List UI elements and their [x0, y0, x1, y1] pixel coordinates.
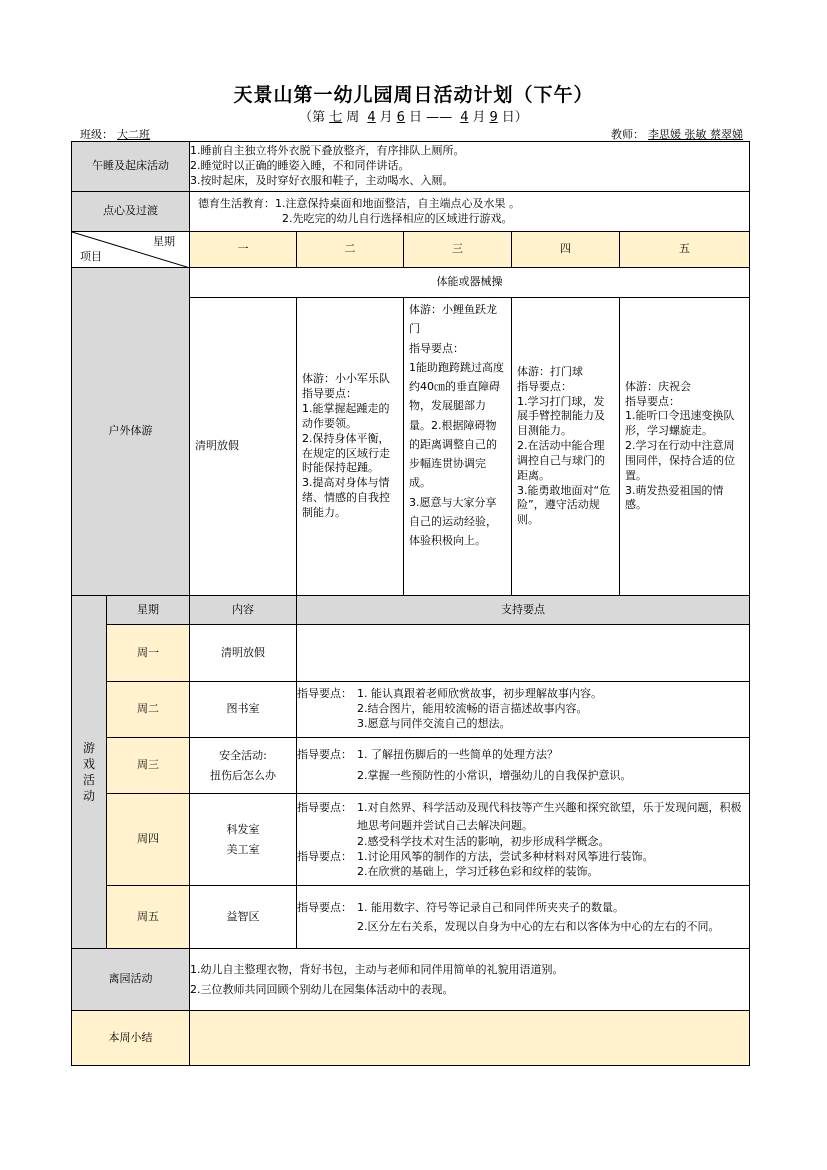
month-char-1: 月: [379, 110, 393, 125]
diagonal-header-cell: [72, 232, 190, 268]
outdoor-thu-point: 3.能勇敢地面对“危险”，遵守活动规则。: [517, 483, 611, 527]
games-point: 1.讨论用风筝的制作的方法，尝试多种材料对风筝进行装饰。: [357, 850, 654, 864]
summary-label: 本周小结: [72, 1011, 190, 1066]
weekday-header-row: [72, 232, 750, 268]
games-day: 周三: [107, 738, 190, 794]
games-point: 3.愿意与同伴交流自己的想法。: [357, 716, 511, 730]
guide-label: 指导要点：: [297, 747, 352, 761]
weekday-tue: 二: [297, 232, 404, 268]
guide-label: 指导要点：: [297, 900, 352, 914]
outdoor-wed-title: 体游：小鲤鱼跃龙门: [409, 303, 497, 336]
outdoor-fri-point: 1.能听口令迅速变换队形，学习螺旋走。: [625, 409, 735, 438]
games-content: [190, 738, 297, 794]
outdoor-thu-title: 体游：打门球: [517, 364, 583, 378]
outdoor-wed-point: 3.愿意与大家分享自己的运动经验，体验积极向上。: [409, 495, 497, 547]
outdoor-banner-row: [72, 268, 750, 298]
games-content-line: 美工室: [226, 842, 260, 856]
outdoor-fri-point: 2.学习在行动中注意周围同伴，保持合适的位置。: [625, 439, 735, 482]
outdoor-fri-guide: 指导要点：: [625, 394, 680, 408]
games-day: 周四: [107, 794, 190, 886]
games-points-empty: [297, 625, 750, 682]
games-header-row: [72, 596, 750, 625]
teacher-info: [611, 126, 747, 142]
games-content: 清明放假: [190, 625, 297, 682]
week-label: 周: [346, 110, 360, 125]
games-day: 周二: [107, 682, 190, 738]
outdoor-thu-point: 2.在活动中能合理调控自己与球门的距离。: [517, 439, 605, 482]
outdoor-tue: [297, 298, 404, 596]
guide-label: 指导要点：: [297, 687, 352, 701]
week-number: 七: [329, 110, 343, 125]
class-info: [80, 126, 178, 142]
class-label: 班级：: [80, 128, 113, 141]
leave-item: 1.幼儿自主整理衣物，背好书包，主动与老师和同伴用简单的礼貌用语道别。: [190, 962, 564, 976]
outdoor-thu-guide: 指导要点：: [517, 379, 572, 393]
page-title: 天景山第一幼儿园周日活动计划（下午）: [233, 84, 594, 106]
leave-row: [72, 949, 750, 1011]
games-row-fri: [72, 886, 750, 949]
month-char-2: 月: [472, 110, 486, 125]
from-month: 4: [367, 110, 376, 125]
leave-item: 2.三位教师共同回顾个别幼儿在园集体活动中的表现。: [190, 982, 454, 996]
weekday-mon: 一: [190, 232, 297, 268]
nap-item: 1.睡前自主独立将外衣脱下叠放整齐，有序排队上厕所。: [190, 144, 465, 158]
to-day: 9: [489, 110, 498, 125]
snack-content: [190, 192, 750, 232]
diag-item-label: 项目: [80, 250, 102, 264]
nap-item: 2.睡觉时以正确的睡姿入睡，不和同伴讲话。: [190, 159, 410, 173]
leave-content: [190, 949, 750, 1011]
guide-label: 指导要点：: [297, 801, 352, 815]
games-point: 2.区分左右关系，发现以自身为中心的左右和以客体为中心的左右的不同。: [357, 920, 720, 933]
games-points: [297, 738, 750, 794]
games-label: [72, 596, 107, 949]
games-point: 2.感受科学技术对生活的影响，初步形成科学概念。: [357, 835, 610, 849]
outdoor-tue-point: 1.能掌握起踵走的动作要领。: [302, 401, 390, 430]
games-content: [190, 794, 297, 886]
games-label-text: 游戏活动: [82, 740, 95, 804]
games-day: 周一: [107, 625, 190, 682]
games-points: [297, 794, 750, 886]
snack-row: [72, 192, 750, 232]
games-point: 1. 能用数字、符号等记录自己和同伴所夹夹子的数量。: [357, 900, 624, 914]
games-head-day: 星期: [107, 596, 190, 625]
weekday-fri: 五: [620, 232, 750, 268]
class-value: 大二班: [117, 128, 150, 141]
games-point: 2.掌握一些预防性的小常识，增强幼儿的自我保护意识。: [357, 768, 632, 782]
summary-row: [72, 1011, 750, 1066]
outdoor-tue-point: 3.提高对身体与情绪、情感的自我控制能力。: [302, 476, 390, 519]
games-point: 1. 能认真跟着老师欣赏故事，初步理解故事内容。: [357, 687, 602, 701]
outdoor-fri-point: 3.萌发热爱祖国的情感。: [625, 483, 724, 512]
outdoor-banner: 体能或器械操: [190, 268, 750, 298]
leave-label: 离园活动: [72, 949, 190, 1011]
games-head-points: 支持要点: [297, 596, 750, 625]
outdoor-thu-point: 1.学习打门球，发展手臂控制能力及目测能力。: [517, 394, 605, 438]
outdoor-wed: [404, 298, 512, 596]
guide-label: 指导要点：: [297, 850, 352, 864]
to-month: 4: [460, 110, 469, 125]
outdoor-thu: [512, 298, 620, 596]
plan-table: [71, 141, 750, 1066]
summary-content[interactable]: [190, 1011, 750, 1066]
nap-item: 3.按时起床，及时穿好衣服和鞋子，主动喝水、入厕。: [190, 173, 454, 187]
games-row-mon: [72, 625, 750, 682]
games-content-line: 安全活动:: [219, 748, 267, 762]
games-point: 2.结合图片，能用较流畅的语言描述故事内容。: [357, 702, 588, 716]
snack-line-2: 2.先吃完的幼儿自行选择相应的区域进行游戏。: [282, 211, 513, 225]
diag-week-label: 星期: [153, 235, 175, 248]
games-row-wed: [72, 738, 750, 794]
games-content: 图书室: [190, 682, 297, 738]
nap-content: [190, 142, 750, 192]
outdoor-tue-point: 2.保持身体平衡，在规定的区域行走时能保持起踵。: [302, 431, 390, 475]
teacher-label: 教师：: [611, 128, 644, 141]
outdoor-mon: 清明放假: [190, 298, 297, 596]
week-prefix: （第: [299, 110, 326, 125]
games-point: 1.对自然界、科学活动及现代科技等产生兴趣和探究欲望，乐于发现问题，积极地思考问题并尝试自己去解决问题。: [357, 801, 742, 833]
outdoor-fri-title: 体游：庆祝会: [625, 379, 691, 393]
games-point: 1. 了解扭伤脚后的一些简单的处理方法？: [357, 747, 558, 761]
day-char-2: 日）: [501, 110, 528, 125]
nap-label: 午睡及起床活动: [72, 142, 190, 192]
games-row-thu: [72, 794, 750, 886]
date-range: [0, 106, 827, 125]
outdoor-fri: [620, 298, 750, 596]
games-content-line: 科发室: [226, 822, 260, 836]
games-points: [297, 886, 750, 949]
teacher-value: 李思媛 张敏 蔡翠娣: [648, 128, 743, 141]
nap-row: [72, 142, 750, 192]
outdoor-tue-guide: 指导要点：: [302, 387, 357, 401]
snack-line-1: 德育生活教育：1.注意保持桌面和地面整洁，自主端点心及水果 。: [198, 196, 520, 210]
games-content: 益智区: [190, 886, 297, 949]
outdoor-label: 户外体游: [72, 268, 190, 596]
outdoor-wed-guide: 指导要点：: [409, 341, 464, 355]
day-char-1: 日 ——: [408, 110, 453, 125]
games-row-tue: [72, 682, 750, 738]
outdoor-wed-point: 1能助跑跨跳过高度约40㎝的垂直障碍物，发展腿部力量。2.根据障碍物的距离调整自己的步幅连贯协调完成。: [409, 360, 504, 490]
games-day: 周五: [107, 886, 190, 949]
weekday-thu: 四: [512, 232, 620, 268]
from-day: 6: [396, 110, 405, 125]
games-content-line: 扭伤后怎么办: [210, 768, 276, 782]
games-head-content: 内容: [190, 596, 297, 625]
weekday-wed: 三: [404, 232, 512, 268]
snack-label: 点心及过渡: [72, 192, 190, 232]
games-point: 2.在欣赏的基础上，学习迁移色彩和纹样的装饰。: [357, 865, 599, 879]
games-points: [297, 682, 750, 738]
outdoor-tue-title: 体游：小小军乐队: [302, 372, 390, 386]
